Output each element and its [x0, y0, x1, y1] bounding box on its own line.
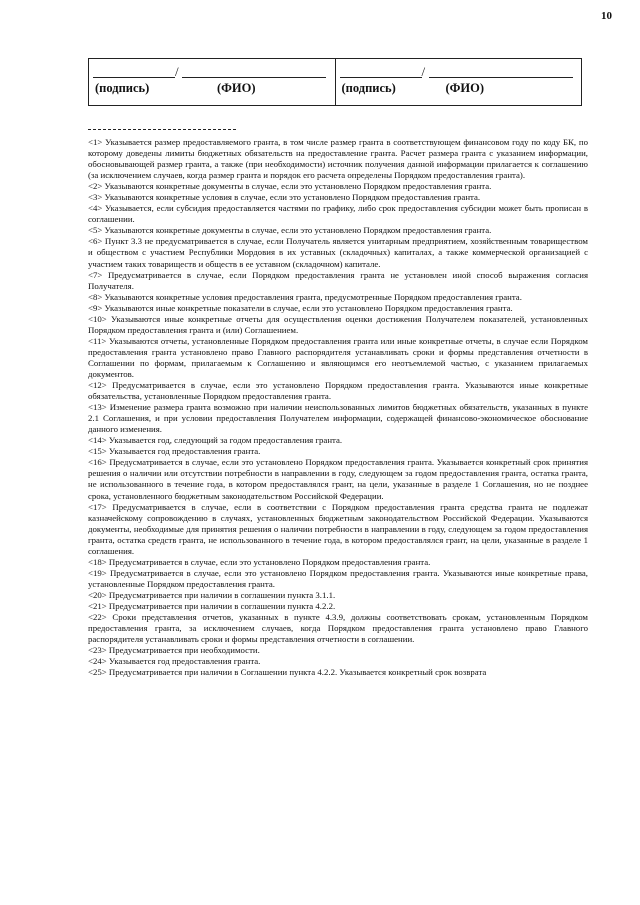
footnote-separator: [88, 129, 236, 130]
name-line: [429, 77, 573, 78]
name-caption: (ФИО): [445, 81, 485, 95]
name-line: [182, 77, 326, 78]
footnote: <5> Указываются конкретные документы в случае, если это установлено Порядком предоставления гранта.: [88, 225, 492, 236]
signature-cell-right: [335, 59, 582, 105]
footnote: <16> Предусматривается в случае, если это установлено Порядком предоставления гранта. Указывается конкретный срок принятия решения о наличии или отсутствии потребности в направлении в году, следующем за годом предоставления гранта, остатка гранта, не использованного в течение года, в котором предоставлялся грант, на цели, указанные в разделе 1 Соглашения, но не позднее срока, установленного бюджетным законодательством Российской Федерации.: [88, 457, 588, 501]
signature-slash: /: [175, 64, 179, 79]
footnote: <9> Указываются иные конкретные показатели в случае, если это установлено Порядком предоставления гранта.: [88, 302, 513, 313]
footnote: <13> Изменение размера гранта возможно при наличии неиспользованных лимитов бюджетных обязательств, указанных в пункте 2.1 Соглашения, и при условии предоставления Получателем информации, содержащей финансово-экономическое обоснование данного изменения.: [88, 402, 588, 435]
footnote: <18> Предусматривается в случае, если это установлено Порядком предоставления гранта.: [88, 556, 431, 567]
footnote: <12> Предусматривается в случае, если это установлено Порядком предоставления гранта. Указываются иные конкретные обязательства, установленные Порядком предоставления гранта.: [88, 380, 588, 402]
footnote: <10> Указываются иные конкретные отчеты для осуществления оценки достижения Получателем показателей, установленных Порядком предоставления гранта и (или) Соглашением.: [88, 313, 588, 335]
signature-line: [93, 77, 175, 78]
footnote: <8> Указываются конкретные условия предоставления гранта, предусмотренные Порядком предоставления гранта.: [88, 291, 522, 302]
footnote: <2> Указываются конкретные документы в случае, если это установлено Порядком предоставления гранта.: [88, 181, 492, 192]
footnote: <23> Предусматривается при необходимости.: [88, 645, 260, 656]
footnote: <6> Пункт 3.3 не предусматривается в случае, если Получатель является унитарным предприятием, хозяйственным товариществом и обществом с участием Республики Мордовия в их уставных (складочных) капиталах, а также коммерческой организацией с участием таких товариществ и обществ в ее уставном (складочном) капитале.: [88, 236, 588, 269]
footnote: <3> Указываются конкретные условия в случае, если это установлено Порядком предоставления гранта.: [88, 192, 481, 203]
footnote: <24> Указывается год предоставления гранта.: [88, 656, 261, 667]
footnote: <14> Указывается год, следующий за годом предоставления гранта.: [88, 435, 343, 446]
signature-table: [88, 58, 582, 106]
footnote: <17> Предусматривается в случае, если в соответствии с Порядком предоставления гранта средства гранта не подлежат казначейскому сопровождению в случаях, установленных бюджетным законодательством Российской Федерации. Указываются документы, необходимые для принятия решения о наличии потребности в направлении в году, следующем за годом предоставления гранта, остатка средств гранта, не использованного в течение года, в котором предоставлялся грант, на цели, указанные в разделе 1 соглашения.: [88, 501, 588, 556]
footnote: <25> Предусматривается при наличии в Соглашении пункта 4.2.2. Указывается конкретный срок возврата: [88, 667, 487, 678]
footnote: <21> Предусматривается при наличии в соглашении пункта 4.2.2.: [88, 600, 336, 611]
signature-caption: (подпись): [341, 81, 396, 95]
footnote: <1> Указывается размер предоставляемого гранта, в том числе размер гранта в соответствующем финансовом году по коду БК, по которому доведены лимиты бюджетных обязательств на предоставление гранта. Расчет размера гранта с указанием информации, обосновывающей размер гранта, а также (при необходимости) источник получения данной информации прилагается к соглашению (за исключением случаев, когда размер гранта и порядок его расчета определены Порядком предоставления гранта).: [88, 137, 588, 181]
footnote: <7> Предусматривается в случае, если Порядком предоставления гранта не установлен иной способ выражения согласия Получателя.: [88, 269, 588, 291]
footnote: <4> Указывается, если субсидия предоставляется частями по графику, либо срок предоставления субсидии может быть прописан в соглашении.: [88, 203, 588, 225]
signature-line: [340, 77, 422, 78]
footnote: <19> Предусматривается в случае, если это установлено Порядком предоставления гранта. Указываются иные конкретные права, установленные Порядком предоставления гранта.: [88, 567, 588, 589]
footnote: <20> Предусматривается при наличии в соглашении пункта 3.1.1.: [88, 589, 336, 600]
footnote: <15> Указывается год предоставления гранта.: [88, 446, 261, 457]
signature-caption: (подпись): [95, 81, 150, 95]
page-number: 10: [601, 10, 612, 22]
footnote: <11> Указываются отчеты, установленные Порядком предоставления гранта или иные конкретные отчеты, в случае если Порядком предоставления гранта установлено право Главного распорядителя устанавливать сроки и формы представления отчетности в Соглашении по формам, прилагаемым к Соглашению и являющимся его неотъемлемой частью, с указанием прилагаемых документов.: [88, 335, 588, 379]
footnotes-list: [88, 137, 588, 678]
signature-slash: /: [421, 64, 426, 79]
name-caption: (ФИО): [217, 81, 256, 95]
signature-cell-left: [89, 59, 335, 105]
footnote: <22> Сроки представления отчетов, указанных в пункте 4.3.9, должны соответствовать срокам, установленным Порядком предоставления гранта, за исключением случаев, когда Порядком предоставления гранта установлено право Главного распорядителя устанавливать сроки и формы представления отчетности в соглашении.: [88, 612, 588, 645]
